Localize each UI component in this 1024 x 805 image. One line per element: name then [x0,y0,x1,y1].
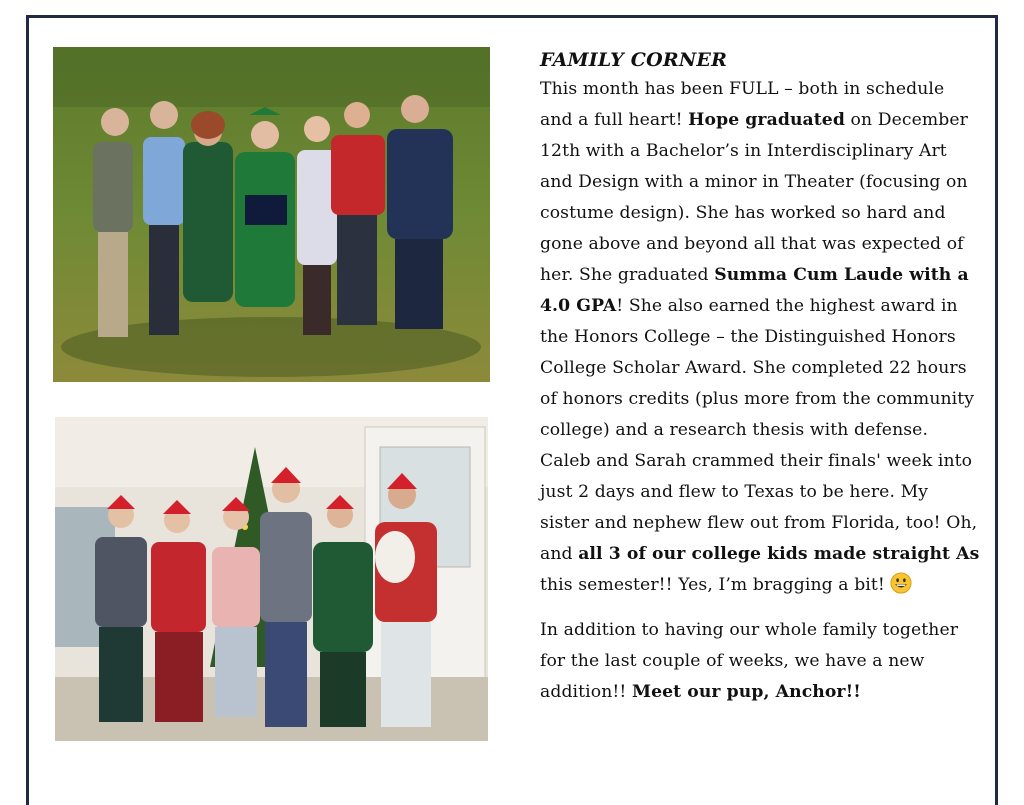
graduation-family-photo [53,47,490,382]
para2-text-1: In addition to having our whole family together for the last couple of weeks, we have a new addition!! [540,620,959,702]
para1-bold-hope-graduated: Hope graduated [688,110,845,130]
new-pup-paragraph [540,615,980,708]
christmas-family-photo [55,417,488,741]
para1-text-4: this semester!! Yes, I’m bragging a bit! [540,575,891,595]
para2-bold-meet-anchor: Meet our pup, Anchor!! [631,682,861,702]
para1-text-1: This month has been FULL – both in schedule and a full heart! [540,79,945,130]
article-text [540,46,980,708]
family-corner-heading: FAMILY CORNER [540,49,728,71]
grinning-face-emoji-icon [890,572,912,594]
para1-text-3: ! She also earned the highest award in the Honors College – the Distinguished Honors College Scholar Award. She completed 22 hours of honors credits (plus more from the community college) and a research thesis with defense. Caleb and Sarah crammed their finals' week into just 2 days and flew to Texas to be here. My sister and nephew flew out from Florida, too! Oh, and [540,296,978,564]
para1-bold-summa-cum-laude: Summa Cum Laude with a 4.0 GPA [540,265,969,316]
para1-text-2: on December 12th with a Bachelor’s in Interdisciplinary Art and Design with a minor in Theater (focusing on costume design). She has worked so hard and gone above and beyond all that was expected of her. She graduated [540,110,968,285]
para1-bold-straight-as: all 3 of our college kids made straight As [578,544,980,564]
graduation-paragraph [540,74,980,601]
